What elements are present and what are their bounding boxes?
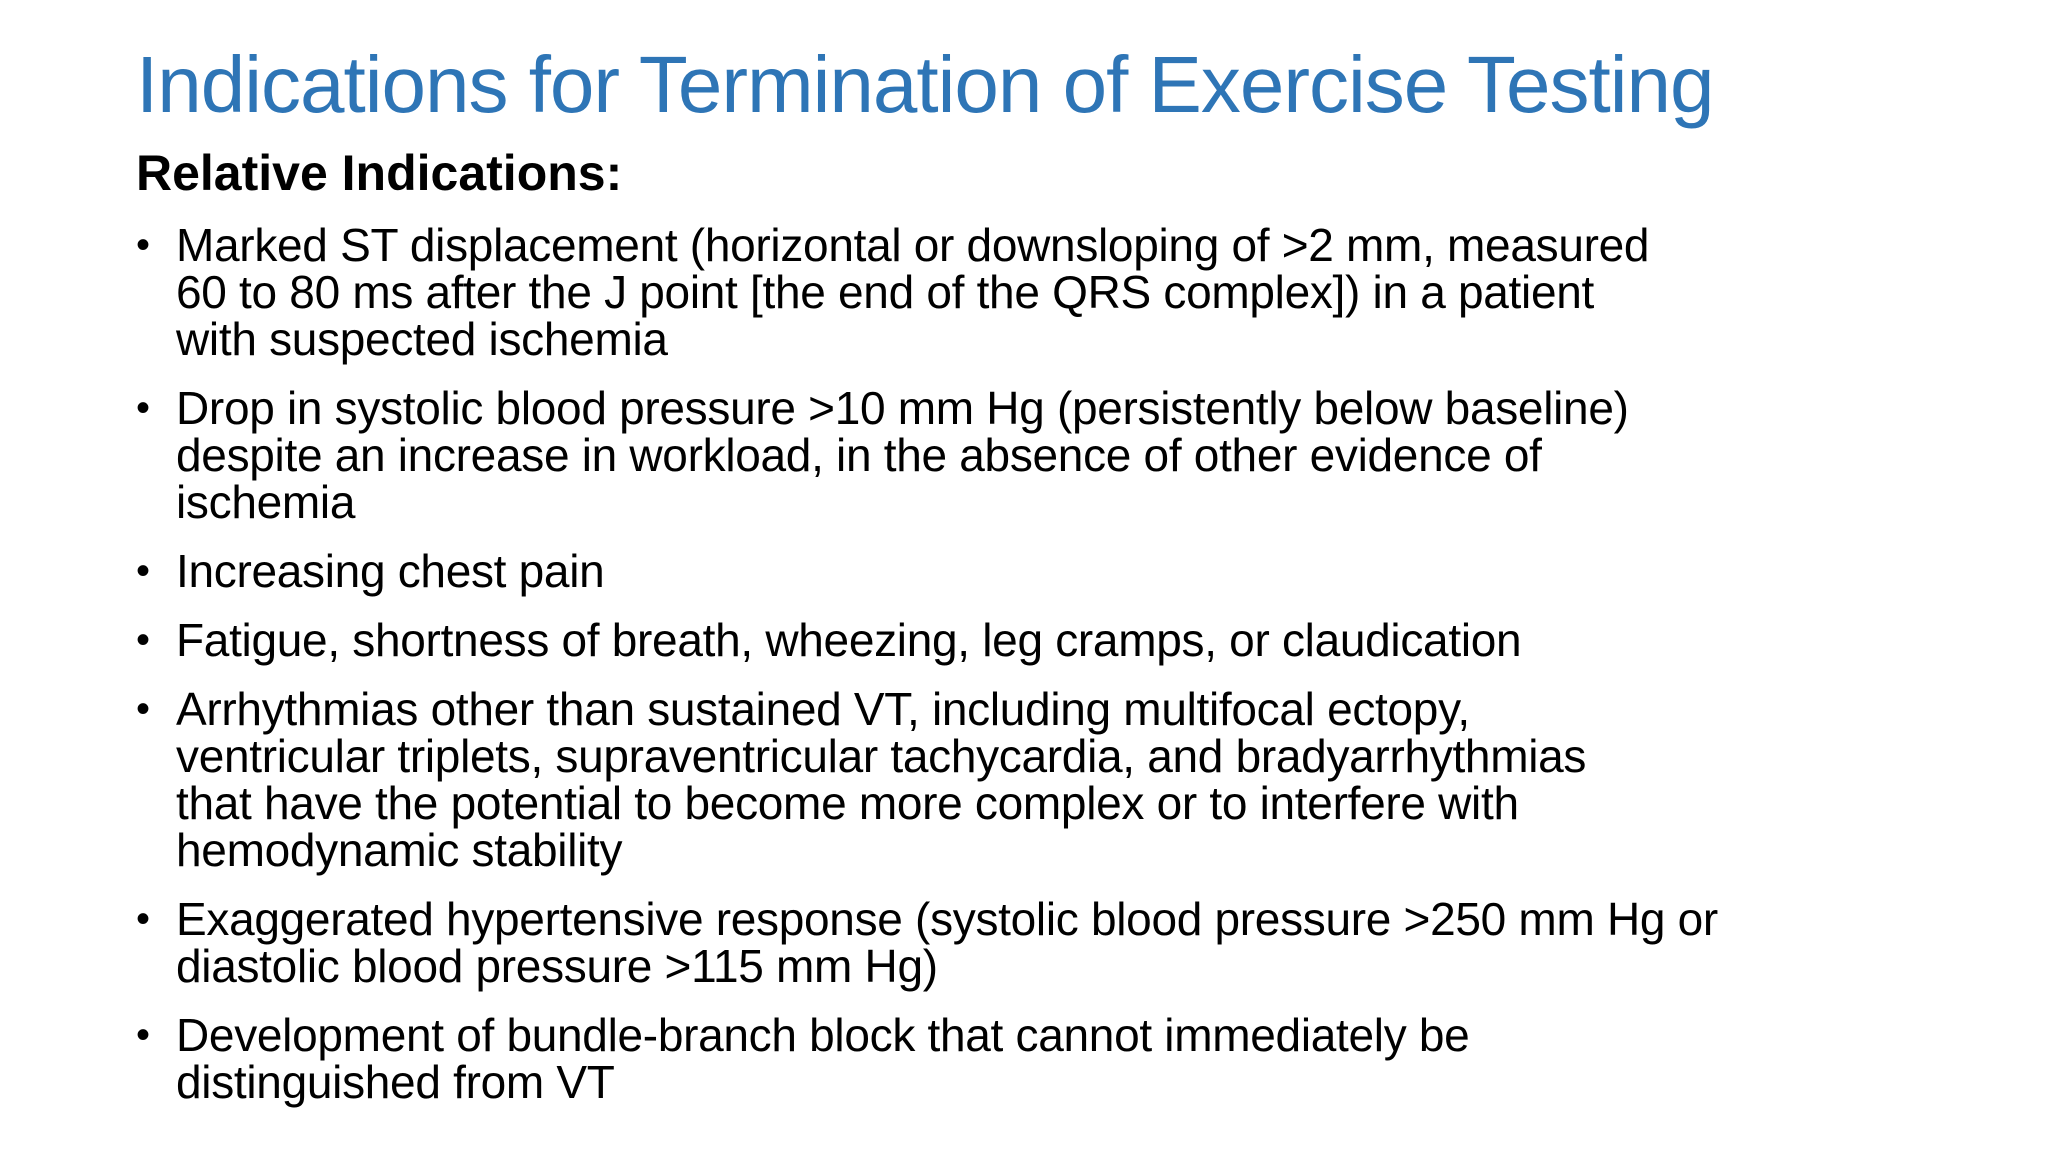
bullet-line: with suspected ischemia xyxy=(176,313,668,365)
bullet-item-arrhythmias xyxy=(136,683,1956,876)
bullet-line: Exaggerated hypertensive response (systolic blood pressure >250 mm Hg or xyxy=(176,893,1718,945)
bullet-icon: • xyxy=(136,386,150,430)
bullet-icon: • xyxy=(136,687,150,731)
bullet-line: hemodynamic stability xyxy=(176,824,623,876)
bullet-line: that have the potential to become more complex or to interfere with xyxy=(176,777,1519,829)
bullet-line: despite an increase in workload, in the absence of other evidence of xyxy=(176,429,1542,481)
bullet-list xyxy=(136,219,1956,1128)
bullet-icon: • xyxy=(136,897,150,941)
bullet-line: Development of bundle-branch block that cannot immediately be xyxy=(176,1009,1470,1061)
bullet-icon: • xyxy=(136,618,150,662)
bullet-item-st-displacement xyxy=(136,219,1956,365)
bullet-line: diastolic blood pressure >115 mm Hg) xyxy=(176,940,938,992)
bullet-line: Arrhythmias other than sustained VT, including multifocal ectopy, xyxy=(176,683,1470,735)
bullet-line: 60 to 80 ms after the J point [the end of the QRS complex]) in a patient xyxy=(176,266,1594,318)
bullet-icon: • xyxy=(136,549,150,593)
bullet-line: Increasing chest pain xyxy=(176,545,605,597)
slide-title: Indications for Termination of Exercise Testing xyxy=(136,40,1714,129)
bullet-line: ischemia xyxy=(176,476,356,528)
bullet-item-bp-drop xyxy=(136,382,1956,528)
bullet-icon: • xyxy=(136,223,150,267)
bullet-line: Fatigue, shortness of breath, wheezing, leg cramps, or claudication xyxy=(176,614,1522,666)
section-subtitle: Relative Indications: xyxy=(136,145,623,201)
bullet-line: Marked ST displacement (horizontal or downsloping of >2 mm, measured xyxy=(176,219,1650,271)
bullet-icon: • xyxy=(136,1013,150,1057)
bullet-item-bundle-branch-block xyxy=(136,1009,1956,1108)
bullet-line: distinguished from VT xyxy=(176,1056,615,1108)
bullet-item-hypertensive-response xyxy=(136,893,1956,992)
bullet-line: ventricular triplets, supraventricular tachycardia, and bradyarrhythmias xyxy=(176,730,1587,782)
bullet-item-fatigue xyxy=(136,614,1956,666)
bullet-item-chest-pain xyxy=(136,545,1956,597)
bullet-line: Drop in systolic blood pressure >10 mm Hg (persistently below baseline) xyxy=(176,382,1629,434)
